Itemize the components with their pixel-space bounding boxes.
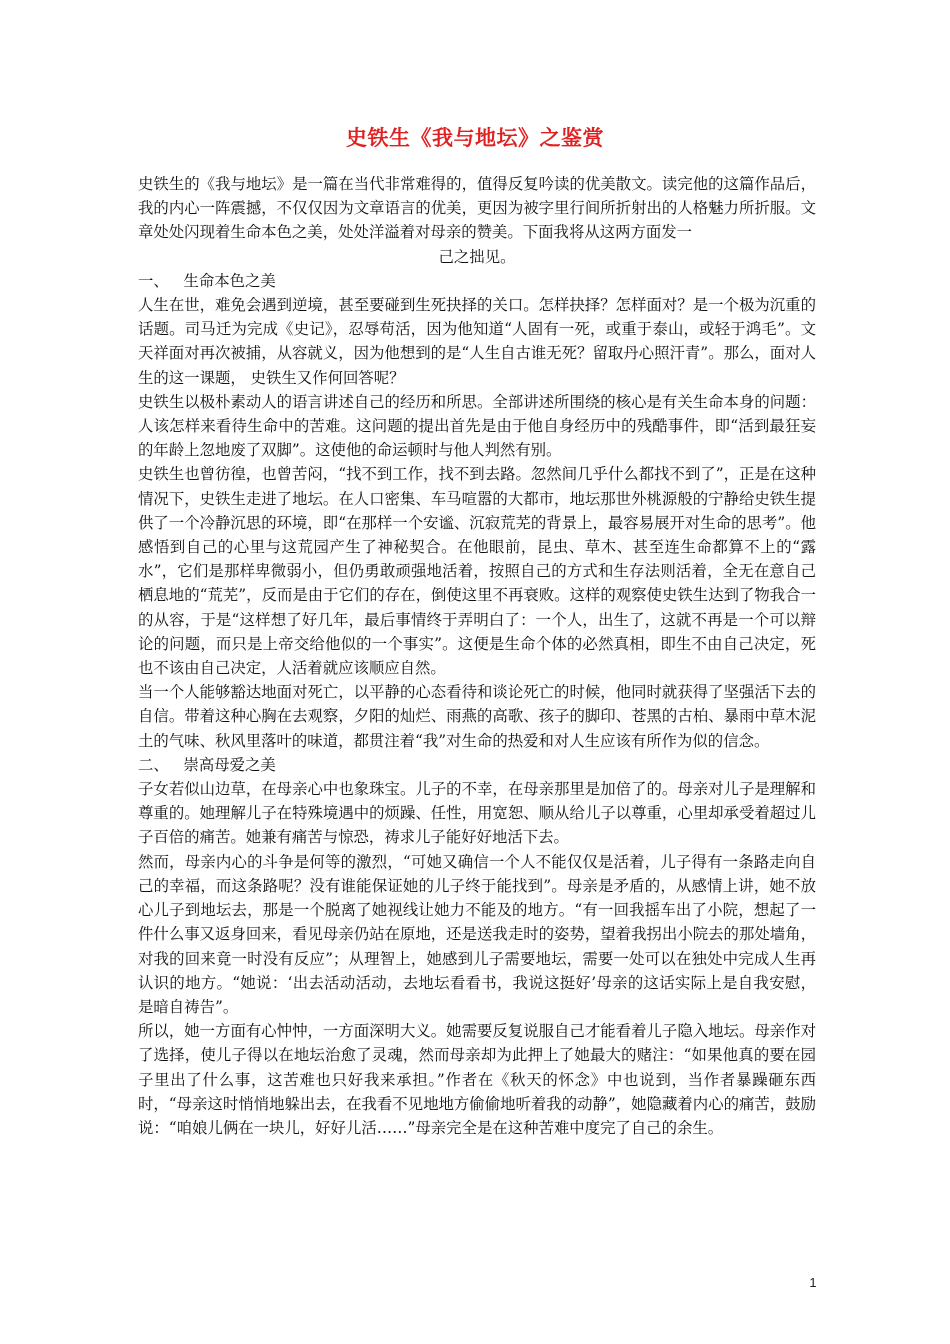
section1-paragraph: 史铁生以极朴素动人的语言讲述自己的经历和所思。全部讲述所围绕的核心是有关生命本身的问题：人该怎样来看待生命中的苦难。这问题的提出首先是由于他自身经历中的残酷事件，即“活到最狂妄的年龄上忽地废了双脚”。这使他的命运顿时与他人判然有别。 <box>138 392 816 460</box>
document-body <box>138 172 816 1140</box>
section-heading-1: 一、 生命本色之美 <box>138 271 276 290</box>
section2-paragraph: 子女若似山边草，在母亲心中也象珠宝。儿子的不幸，在母亲那里是加倍了的。母亲对儿子是理解和尊重的。她理解儿子在特殊境遇中的烦躁、任性，用宽恕、顺从给儿子以尊重，心里却承受着超过儿子百倍的痛苦。她兼有痛苦与惊恐，祷求儿子能好好地活下去。 <box>138 780 816 847</box>
section2-paragraph: 然而，母亲内心的斗争是何等的激烈，“可她又确信一个人不能仅仅是活着，儿子得有一条路走向自己的幸福，而这条路呢？没有谁能保证她的儿子终于能找到”。母亲是矛盾的，从感情上讲，她不放心儿子到地坛去，那是一个脱离了她视线让她力不能及的地方。“有一回我摇车出了小院，想起了一件什么事又返身回来，看见母亲仍站在原地，还是送我走时的姿势，望着我拐出小院去的那处墙角，对我的回来竟一时没有反应”；从理智上，她感到儿子需要地坛，需要一处可以在独处中完成人生再认识的地方。“她说：‘出去活动活动，去地坛看看书，我说这挺好’母亲的这话实际上是自我安慰，是暗自祷告”。 <box>138 852 816 1016</box>
section1-paragraph: 人生在世，难免会遇到逆境，甚至要碰到生死抉择的关口。怎样抉择？怎样面对？是一个极为沉重的话题。司马迁为完成《史记》，忍辱苟活，因为他知道“人固有一死，或重于泰山，或轻于鸿毛”。文天祥面对再次被捕，从容就义，因为他想到的是“人生自古谁无死？留取丹心照汗青”。那么，面对人生的这一课题， 史铁生又作何回答呢？ <box>138 296 816 387</box>
section-heading-2: 二、 崇高母爱之美 <box>138 755 276 774</box>
intro-paragraph-end: 己之拙见。 <box>438 247 516 266</box>
intro-paragraph: 史铁生的《我与地坛》是一篇在当代非常难得的，值得反复吟读的优美散文。读完他的这篇作品后，我的内心一阵震撼，不仅仅因为文章语言的优美，更因为被字里行间所折射出的人格魅力所折服。文章处处闪现着生命本色之美，处处洋溢着对母亲的赞美。下面我将从这两方面发一 <box>138 175 816 242</box>
section2-paragraph: 所以，她一方面有心忡忡，一方面深明大义。她需要反复说服自己才能看着儿子隐入地坛。母亲作对了选择，使儿子得以在地坛治愈了灵魂，然而母亲却为此押上了她最大的赌注：“如果他真的要在园子里出了什么事，这苦难也只好我来承担。”作者在《秋天的怀念》中也说到，当作者暴躁砸东西时，“母亲这时悄悄地躲出去，在我看不见地地方偷偷地听着我的动静”，她隐藏着内心的痛苦，鼓励说：“咱娘儿俩在一块儿，好好儿活……”母亲完全是在这种苦难中度完了自己的余生。 <box>138 1022 816 1137</box>
document-title: 史铁生《我与地坛》之鉴赏 <box>346 126 604 150</box>
page-number: 1 <box>809 1275 817 1290</box>
section1-paragraph: 当一个人能够豁达地面对死亡，以平静的心态看待和谈论死亡的时候，他同时就获得了坚强活下去的自信。带着这种心胸在去观察，夕阳的灿烂、雨燕的高歌、孩子的脚印、苍黑的古柏、暴雨中草木泥土的气味、秋风里落叶的味道，都贯注着“我”对生命的热爱和对人生应该有所作为似的信念。 <box>138 683 816 750</box>
section1-paragraph: 史铁生也曾彷徨，也曾苦闷，“找不到工作，找不到去路。忽然间几乎什么都找不到了”，正是在这种情况下，史铁生走进了地坛。在人口密集、车马喧嚣的大都市，地坛那世外桃源般的宁静给史铁生提供了一个冷静沉思的环境，即“在那样一个安谧、沉寂荒芜的背景上，最容易展开对生命的思考”。他感悟到自己的心里与这荒园产生了神秘契合。在他眼前，昆虫、草木、甚至连生命都算不上的“露水”，它们是那样卑微弱小，但仍勇敢顽强地活着，按照自己的方式和生存法则活着，全无在意自己栖息地的“荒芜”，反而是由于它们的存在，倒使这里不再衰败。这样的观察使史铁生达到了物我合一的从容，于是“这样想了好几年，最后事情终于弄明白了：一个人，出生了，这就不再是一个可以辩论的问题，而只是上帝交给他似的一个事实”。这便是生命个体的必然真相，即生不由自己决定，死也不该由自己决定，人活着就应该顺应自然。 <box>138 465 816 678</box>
